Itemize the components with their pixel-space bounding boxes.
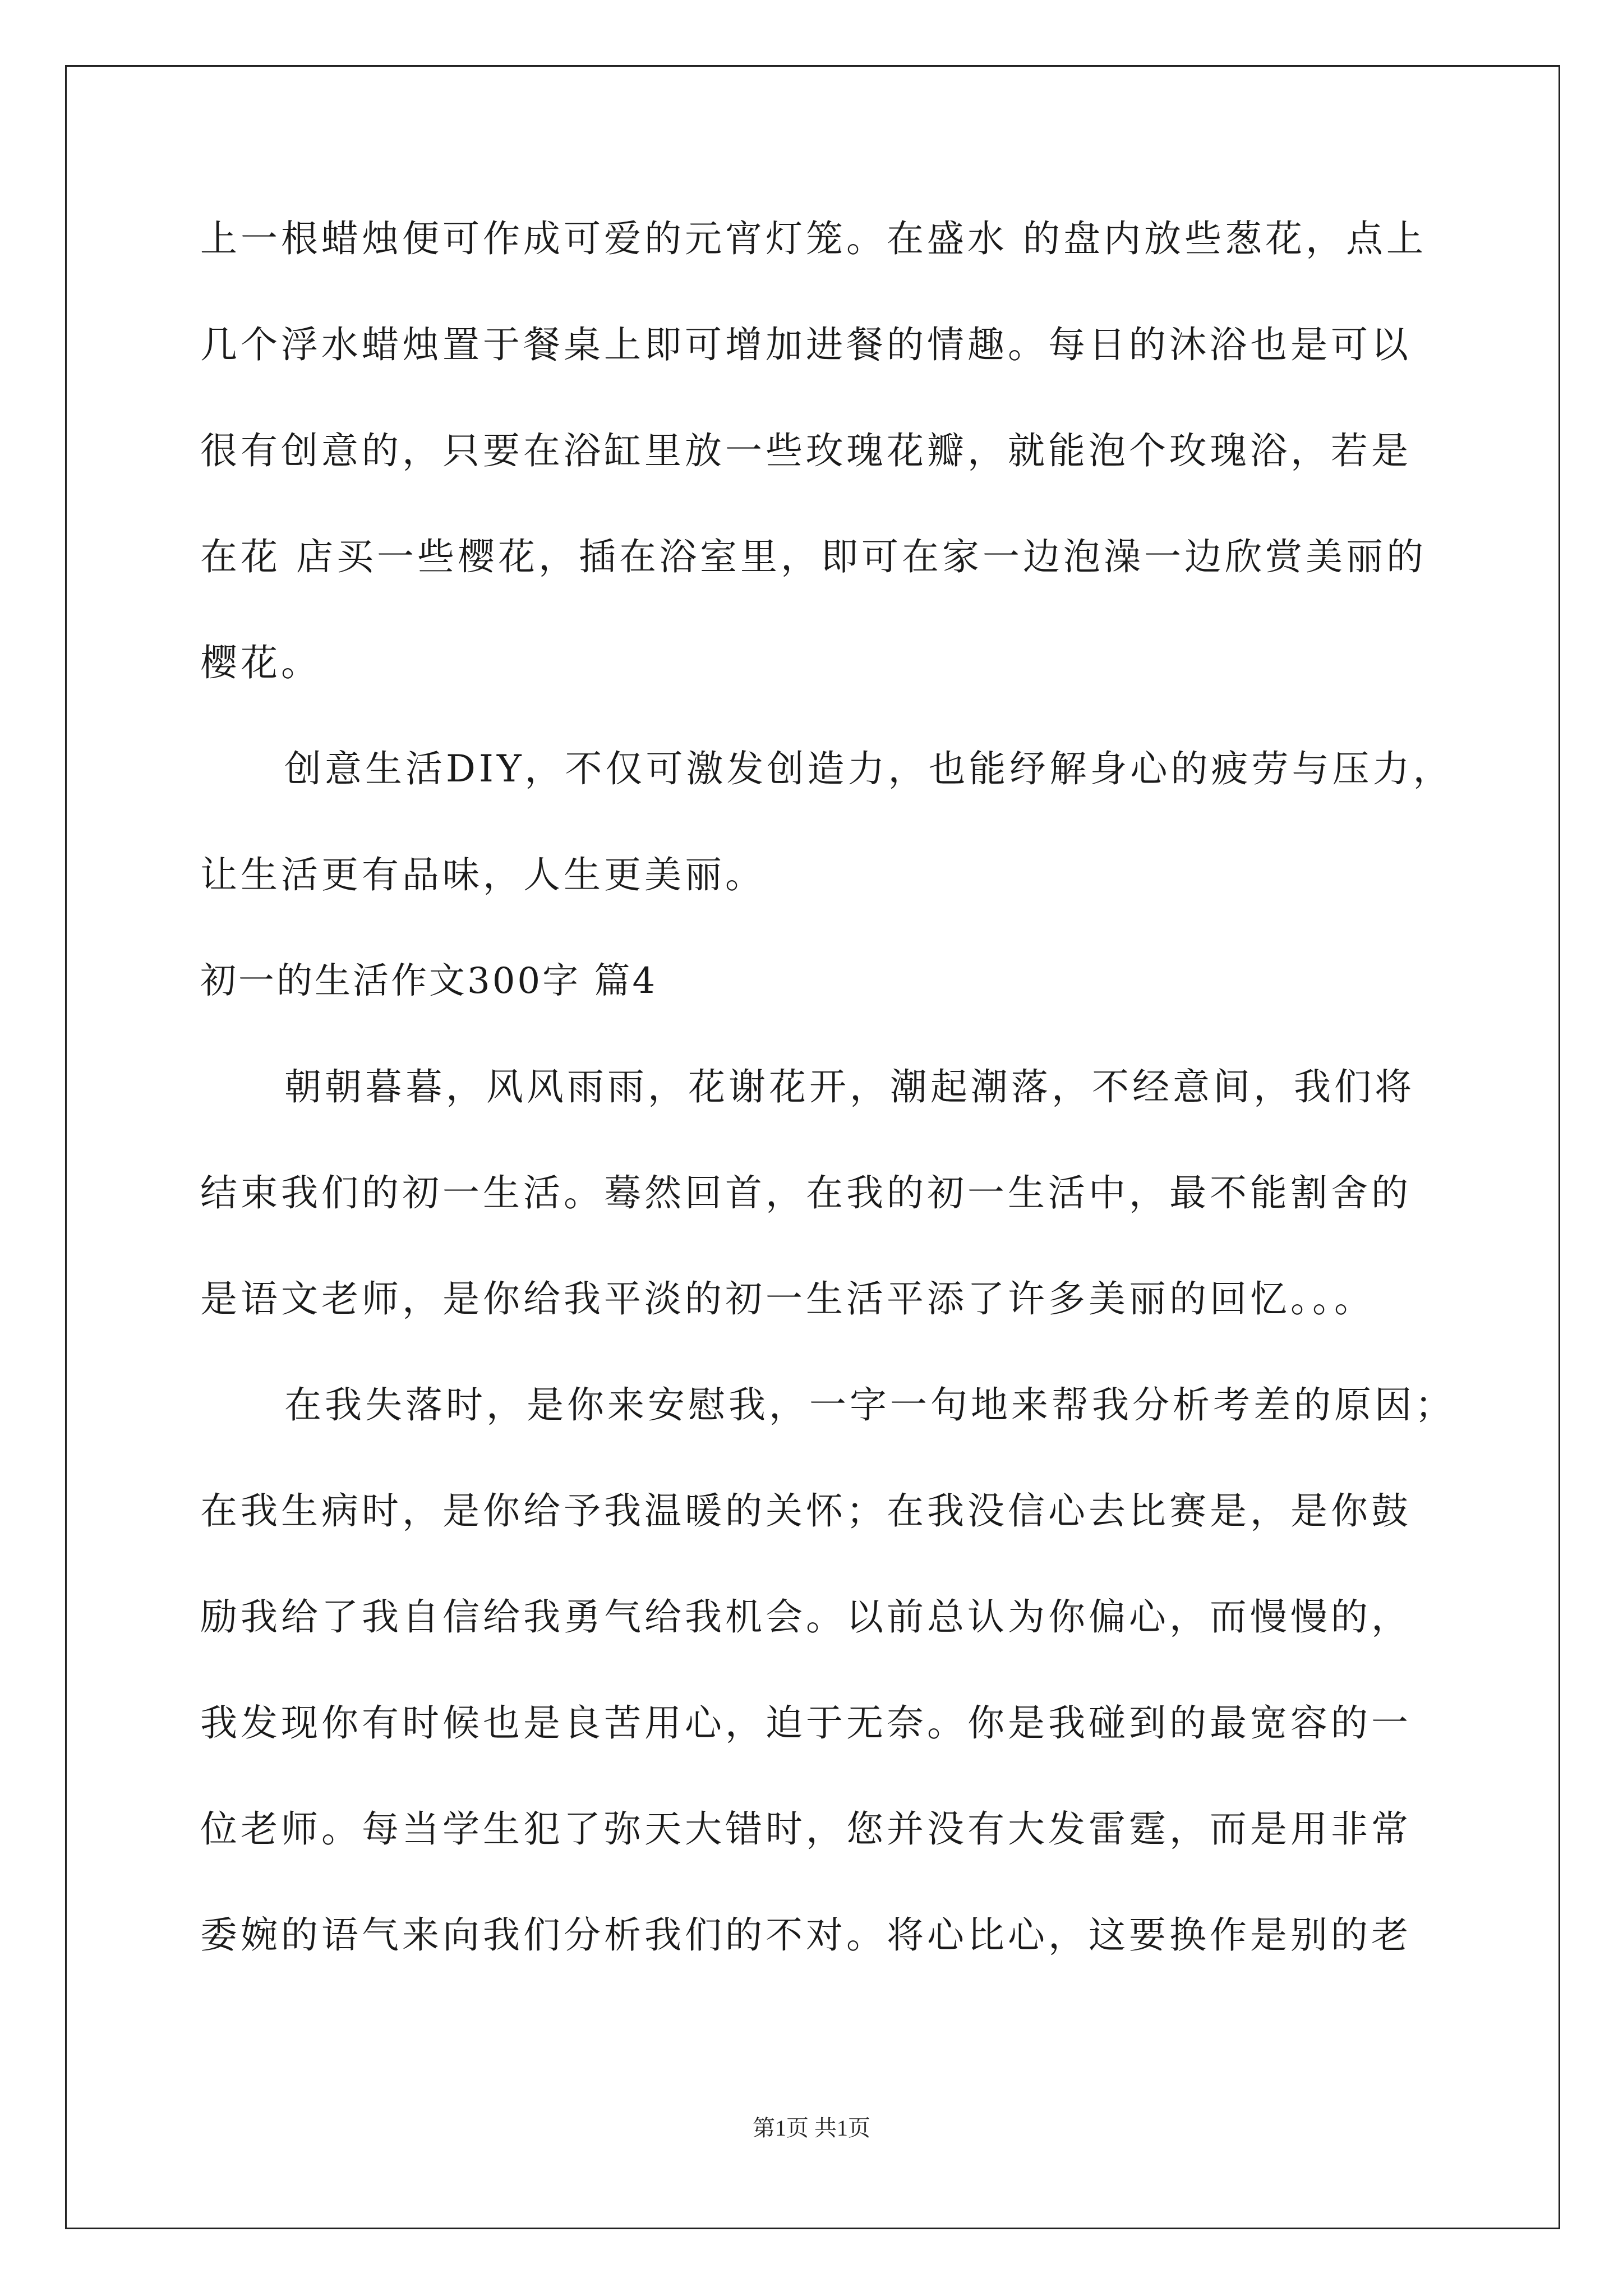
text-line: 几个浮水蜡烛置于餐桌上即可增加进餐的情趣。每日的沐浴也是可以	[200, 323, 1412, 366]
text-line: 在花 店买一些樱花，插在浴室里，即可在家一边泡澡一边欣赏美丽的	[200, 535, 1427, 578]
text-line: 结束我们的初一生活。蓦然回首，在我的初一生活中，最不能割舍的	[200, 1171, 1412, 1214]
text-line: 很有创意的，只要在浴缸里放一些玫瑰花瓣，就能泡个玫瑰浴，若是	[200, 429, 1412, 472]
section-heading: 初一的生活作文300字 篇4	[200, 960, 658, 1002]
text-line: 上一根蜡烛便可作成可爱的元宵灯笼。在盛水 的盘内放些葱花，点上	[200, 217, 1427, 260]
page-number-footer: 第1页 共1页	[753, 2115, 870, 2141]
text-line: 委婉的语气来向我们分析我们的不对。将心比心，这要换作是别的老	[200, 1913, 1412, 1957]
text-line: 在我生病时，是你给予我温暖的关怀；在我没信心去比赛是，是你鼓	[200, 1489, 1412, 1533]
document-body	[200, 212, 1455, 1962]
paragraph-start-line: 在我失落时，是你来安慰我，一字一句地来帮我分析考差的原因；	[284, 1383, 1455, 1427]
paragraph-start-line: 朝朝暮暮，风风雨雨，花谢花开，潮起潮落，不经意间，我们将	[284, 1065, 1415, 1108]
text-line: 位老师。每当学生犯了弥天大错时，您并没有大发雷霆，而是用非常	[200, 1807, 1412, 1851]
text-line: 樱花。	[200, 641, 321, 684]
text-line: 我发现你有时候也是良苦用心，迫于无奈。你是我碰到的最宽容的一	[200, 1701, 1412, 1745]
text-line: 励我给了我自信给我勇气给我机会。以前总认为你偏心，而慢慢的，	[200, 1595, 1412, 1639]
text-line: 是语文老师，是你给我平淡的初一生活平添了许多美丽的回忆。。。	[200, 1277, 1375, 1320]
paragraph-start-line: 创意生活DIY，不仅可激发创造力，也能纾解身心的疲劳与压力，	[284, 747, 1454, 790]
text-line: 让生活更有品味，人生更美丽。	[200, 853, 766, 896]
